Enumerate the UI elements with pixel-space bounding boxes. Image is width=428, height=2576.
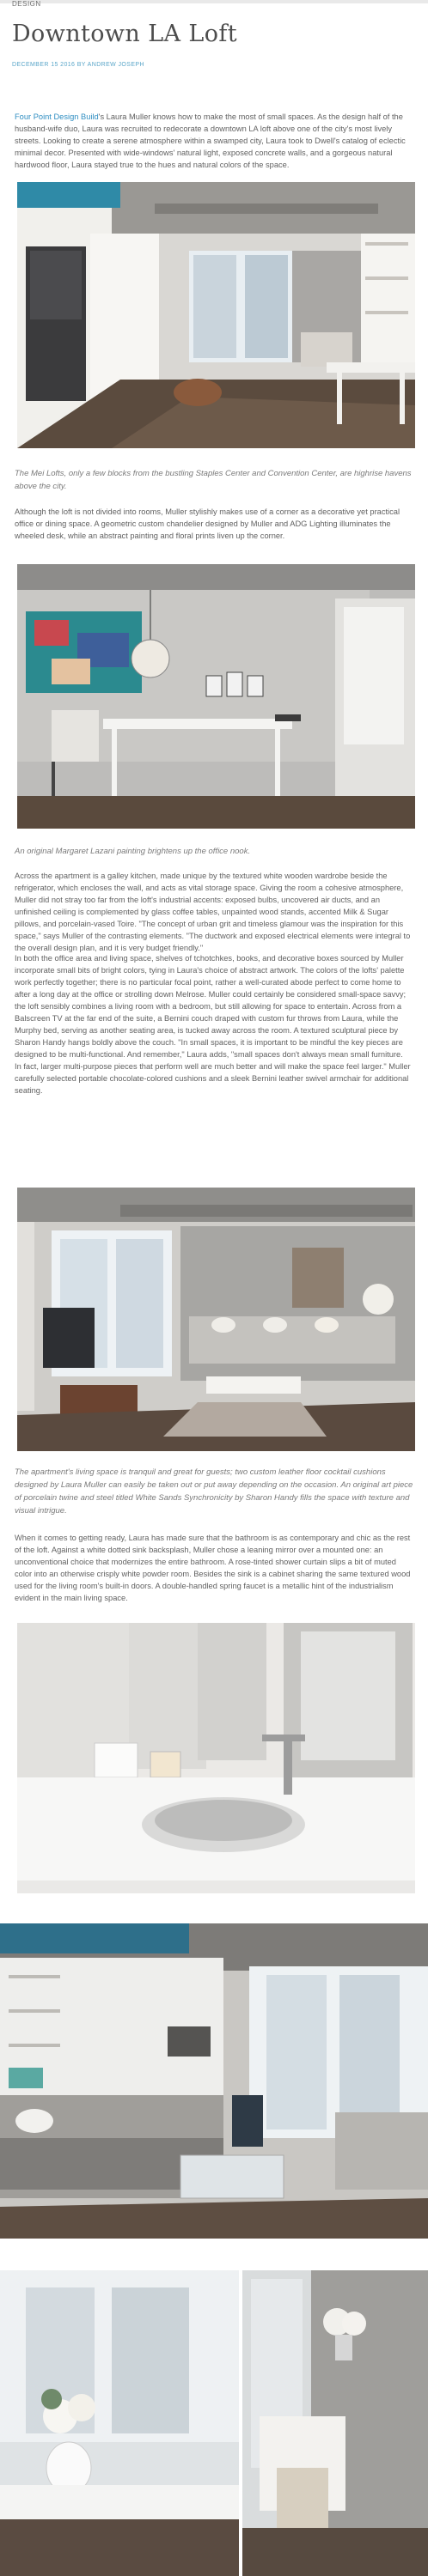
living-room-photo	[17, 1188, 415, 1451]
category-label[interactable]: DESIGN	[12, 0, 41, 8]
page-title: Downtown LA Loft	[12, 21, 238, 47]
paragraph-text: 's Laura Muller knows how to make the most of small spaces. As the design half of the husband-wife duo, Laura was recruited to redecorate a downtown LA loft above one of the city's most lively streets. Looking to create a serene atmosphere within a swamped city, Laura took to Dwell's catalog of eclectic minimal decor. Presented with wide-windows' natural light, exposed concrete walls, and a gorgeous natural hardwood floor, Laura stayed true to the hues and natural colors of the space.	[15, 112, 406, 169]
article-paragraph: Across the apartment is a galley kitchen, made unique by the textured white wooden wardrobe beside the refrigerator, which encloses the wall, and acts as vital storage space. Giving the room a cohesive atmosphere, Muller did not stray too far from the loft's industrial accents: exposed bulbs, uncovered air ducts, and an unfinished ceiling is complemented by glass coffee tables, unpainted wood stands, accented Milk & Sugar pillows, and porcelain-vased Toire. "The concept of urban grit and timeless glamour was the inspiration for this space," says Muller of the contrasting elements. "The ductwork and exposed electrical elements were integral to the overall design plan, and it is very budget friendly."	[15, 872, 411, 952]
designer-link[interactable]: Four Point Design Build	[15, 112, 99, 121]
byline-prefix: BY	[76, 62, 86, 68]
article-paragraph: Although the loft is not divided into rooms, Muller stylishly makes use of a corner as a decorative yet practical office or dining space. A geometric custom chandelier designed by Muller and ADG Lighting illuminates the wheeled desk, while an abstract painting and floral prints liven up the corner.	[15, 507, 400, 540]
kitchen-photo	[17, 182, 415, 448]
article-paragraph: When it comes to getting ready, Laura has made sure that the bathroom is as contemporary and chic as the rest of the loft. Against a white dotted sink backsplash, Muller chose a leaning mirror over a mounted one: an unconventional choice that modernizes the entire bathroom. A rose-tinted shower curtain slips a bit of muted color into an otherwise crisply white powder room. Besides the sink is a cabinet sharing the same textured wood used for the living room's built-in doors. A double-handled spring faucet is a metallic hint of the industrialism evident in the main living space.	[15, 1534, 411, 1602]
office-photo	[17, 564, 415, 829]
author-link[interactable]: ANDREW JOSEPH	[87, 62, 144, 68]
image-caption: An original Margaret Lazani painting brightens up the office nook.	[15, 847, 251, 856]
bathroom-photo	[17, 1623, 415, 1893]
article-paragraph	[15, 111, 412, 171]
post-meta	[12, 62, 144, 68]
post-date: DECEMBER 15 2016	[12, 62, 76, 68]
top-divider	[0, 0, 428, 3]
article-paragraph: In both the office area and living space, shelves of tchotchkes, books, and decorative boxes sourced by Muller incorporate small bits of bright colors, tying in Laura's choice of abstract artwork. The colors of the lofts' palette work perfectly together; there is no particular focal point, rather a well-curated abode perfect to come home to after a long day at the office or strolling down Melrose. Muller could certainly be considered small-space savvy; the loft sensibly combines a living room with a bedroom, but still allowing for space to entertain. Across from a Balscreen TV at the far end of the suite, a Bernini couch draped with custom fur throws from Laura, while the Murphy bed, serving as another seating area, is tucked away across the room. A textured sculptural piece by Sharon Handy hangs boldly above the couch. "In small spaces, it is important to be mindful the key pieces are designed to be multi-functional. And remember," Laura adds, "small spaces don't always mean small furniture. In fact, larger multi-purpose pieces that perform well are much better and will make the space feel larger." Muller carefully selected portable chocolate-colored cushions and a sleek Bernini leather swivel armchair for additional seating.	[15, 954, 411, 1095]
image-caption: The Mei Lofts, only a few blocks from the bustling Staples Center and Convention Center, are highrise havens above the city.	[15, 469, 412, 491]
image-caption: The apartment's living space is tranquil and great for guests; two custom leather floor cocktail cushions designed by Laura Muller can easily be taken out or put away depending on the occasion. An original art piece of porcelain twine and steel titled White Sands Synchronicity by Sharon Handy fills the space with texture and visual intrigue.	[15, 1467, 413, 1516]
vase-photo	[0, 2270, 239, 2576]
chair-photo	[242, 2270, 428, 2576]
bedroom-living-photo	[0, 1923, 428, 2239]
